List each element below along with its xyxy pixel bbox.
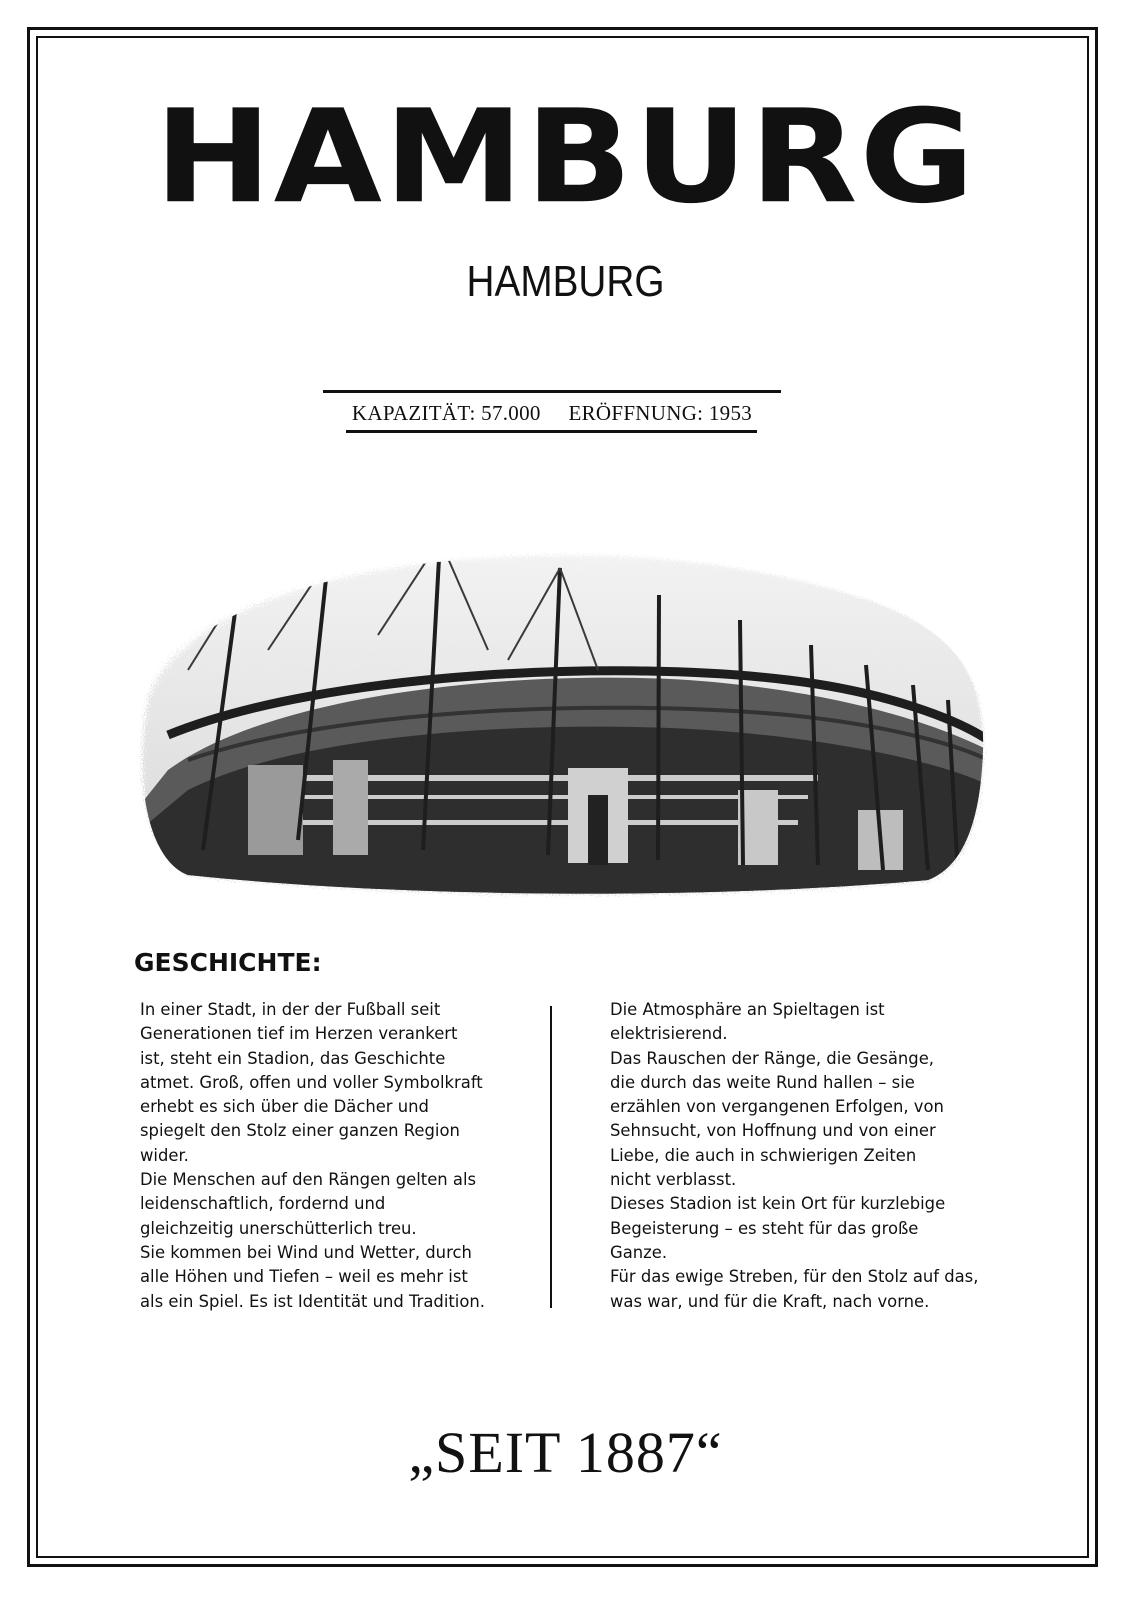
poster-subtitle: HAMBURG — [466, 257, 665, 306]
history-column-left — [140, 998, 550, 1314]
column-divider — [550, 1006, 552, 1308]
history-text-right: Die Atmosphäre an Spieltagen ist elektrisierend. Das Rauschen der Ränge, die Gesänge, die durch das weite Rund hallen – sie erzählen von vergangenen Erfolgen, von Sehnsucht, von Hoffnung und von einer Liebe, die auch in schwierigen Zeiten nicht verblasst. Dieses Stadion ist kein Ort für kurzlebige Begeisterung – es steht für das große Ganze. Für das ewige Streben, für den Stolz auf das, was war, und für die Kraft, nach vorne. — [610, 1000, 979, 1311]
info-rule-top — [323, 390, 781, 393]
motto: „SEIT 1887“ — [408, 1420, 723, 1485]
stadium-info — [323, 400, 781, 426]
history-text-left: In einer Stadt, in der der Fußball seit Generationen tief im Herzen verankert ist, steht ein Stadion, das Geschichte atmet. Groß, offen und voller Symbolkraft erhebt es sich über die Dächer und spiegelt den Stolz einer ganzen Region wider. Die Menschen auf den Rängen gelten als leidenschaftlich, fordernd und gleichzeitig unerschütterlich treu. Sie kommen bei Wind und Wetter, durch alle Höhen und Tiefen – weil es mehr ist als ein Spiel. Es ist Identität und Tradition. — [140, 1000, 485, 1311]
stadium-photo — [128, 520, 990, 910]
info-rule-bottom — [346, 430, 757, 433]
history-heading: GESCHICHTE: — [134, 948, 322, 977]
capacity-label: KAPAZITÄT: 57.000 — [351, 401, 541, 425]
info-spacer — [541, 401, 569, 425]
opening-label: ERÖFFNUNG: 1953 — [568, 401, 753, 425]
history-column-right — [610, 998, 990, 1314]
poster-title: HAMBURG — [154, 82, 977, 233]
